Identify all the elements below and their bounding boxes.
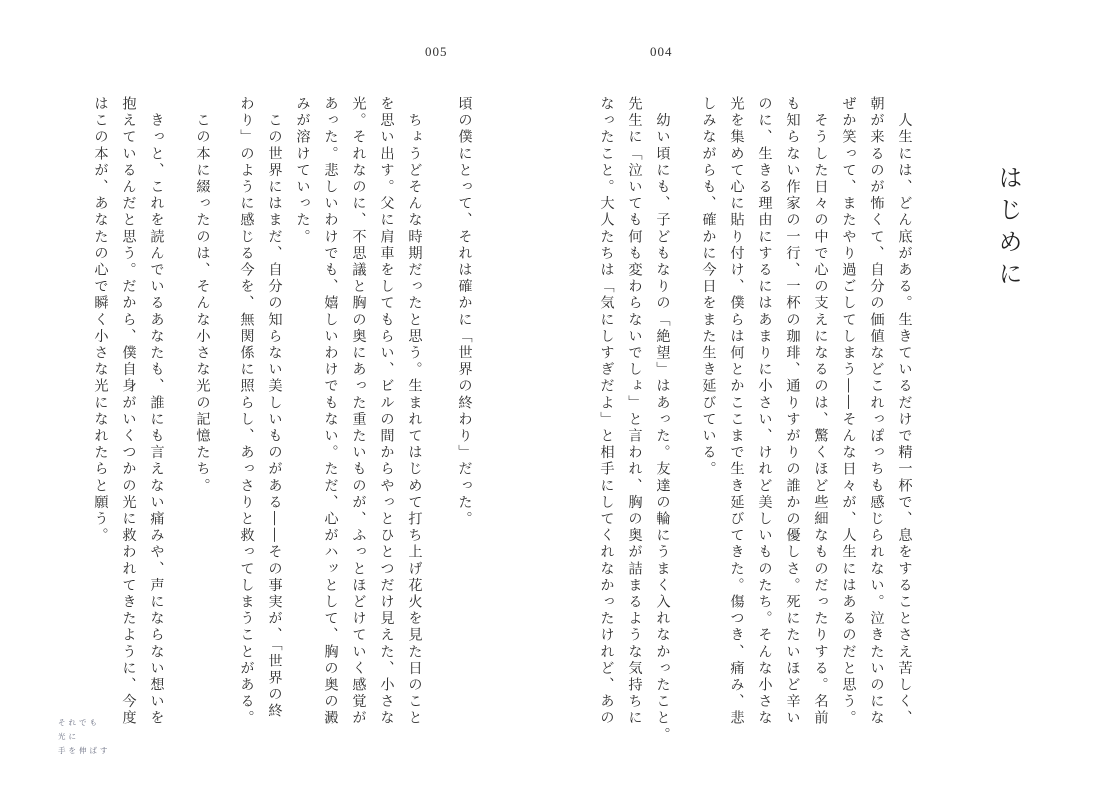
text-line: 朝が来るのが怖くて、自分の価値などこれっぽっちも感じられない。泣きたいのにな xyxy=(868,96,885,727)
text-line: 抱えているんだと思う。だから、僕自身がいくつかの光に救われてきたように、今度 xyxy=(120,96,137,727)
text-line: 幼い頃にも、子どもなりの「絶望」はあった。友達の輪にうまく入れなかったこと。 xyxy=(654,96,671,744)
text-line: あった。悲しいわけでも、嬉しいわけでもない。ただ、心がハッとして、胸の奥の澱 xyxy=(322,96,339,727)
text-line: 光を集めて心に貼り付け、僕らは何とかここまで生き延びてきた。傷つき、痛み、悲 xyxy=(728,96,745,727)
text-line: ちょうどそんな時期だったと思う。生まれてはじめて打ち上げ花火を見た日のこと xyxy=(406,96,423,727)
running-title-line: 光に xyxy=(58,732,79,741)
text-line: しみながらも、確かに今日をまた生き延びている。 xyxy=(700,96,717,478)
text-line: みが溶けていった。 xyxy=(294,96,311,246)
text-line: この本に綴ったのは、そんな小さな光の記憶たち。 xyxy=(194,96,211,495)
text-line: を思い出す。父に肩車をしてもらい、ビルの間からやっとひとつだけ見えた、小さな xyxy=(378,96,395,727)
text-line: そうした日々の中で心の支えになるのは、驚くほど些細なものだったりする。名前 xyxy=(812,96,829,727)
running-title-line: それでも xyxy=(58,718,100,727)
text-line: 光。それなのに、不思議と胸の奥にあった重たいものが、ふっとほどけていく感覚が xyxy=(350,96,367,727)
chapter-title: はじめに xyxy=(994,165,1023,293)
text-line: なったこと。大人たちは「気にしすぎだよ」と相手にしてくれなかったけれど、あの xyxy=(598,96,615,727)
text-line: も知らない作家の一行、一杯の珈琲、通りすがりの誰かの優しさ。死にたいほど辛い xyxy=(784,96,801,727)
text-line: 頃の僕にとって、それは確かに「世界の終わり」だった。 xyxy=(456,96,473,528)
page-number-right: 004 xyxy=(650,44,673,59)
text-line: きっと、これを読んでいるあなたも、誰にも言えない痛みや、声にならない想いを xyxy=(148,96,165,727)
text-line: はこの本が、あなたの心で瞬く小さな光になれたらと願う。 xyxy=(92,96,109,545)
page-number-left: 005 xyxy=(425,44,448,59)
text-line: 人生には、どん底がある。生きているだけで精一杯で、息をすることさえ苦しく、 xyxy=(896,96,913,727)
running-title-line: 手を伸ばす xyxy=(58,746,111,755)
running-book-title xyxy=(58,716,111,758)
text-line: この世界にはまだ、自分の知らない美しいものがある――その事実が、「世界の終 xyxy=(266,96,283,720)
text-line: わり」のように感じる今を、無関係に照らし、あっさりと救ってしまうことがある。 xyxy=(238,96,255,727)
text-line: 先生に「泣いても何も変わらないでしょ」と言われ、胸の奥が詰まるような気持ちに xyxy=(626,96,643,727)
text-line: ぜか笑って、またやり過ごしてしまう――そんな日々が、人生にはあるのだと思う。 xyxy=(840,96,857,727)
text-line: のに、生きる理由にするにはあまりに小さい、けれど美しいものたち。そんな小さな xyxy=(756,96,773,727)
